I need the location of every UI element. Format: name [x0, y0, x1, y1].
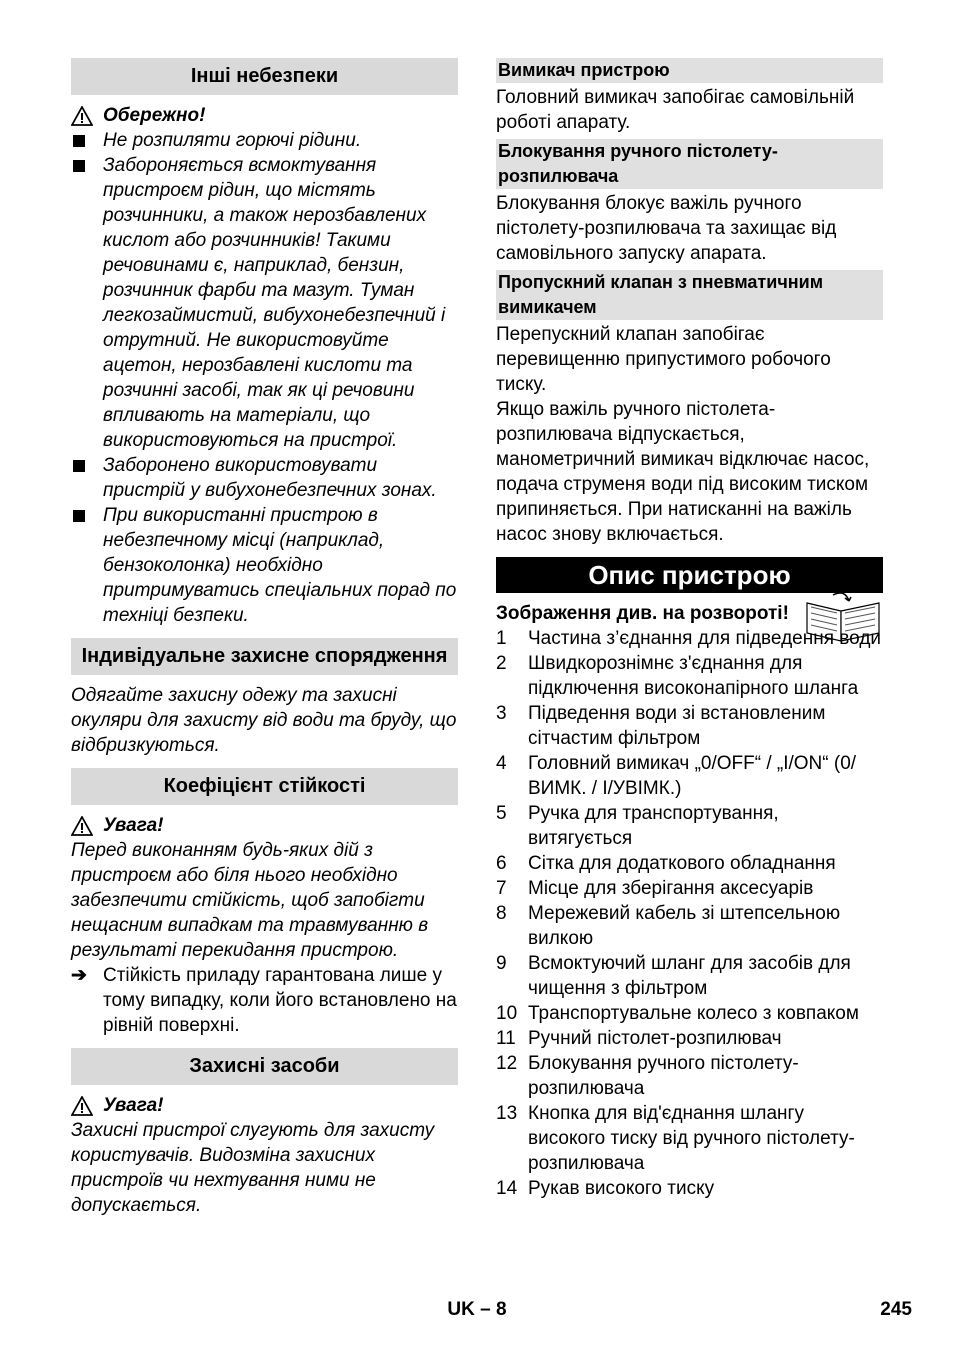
list-item: Не розпиляти горючі рідини.	[71, 128, 458, 153]
list-item: 12 Блокування ручного пістолету-розпилювача	[496, 1053, 799, 1099]
section-title-device-description: Опис пристрою	[496, 557, 883, 593]
list-item: 3 Підведення води зі встановленим сітчастим фільтром	[496, 703, 826, 749]
right-column	[496, 58, 883, 1201]
list-item: Забороняється всмоктування пристроєм рідин, що містять розчинники, а також нерозбавлених кислот або розчинників! Такими речовинами є, наприклад, бензин, розчинник фарби та мазут. Туман легкозаймистий, вибухонебезпечний і отрутний. Не використовуйте ацетон, нерозбавлені кислоти та розчинні засобі, так як ці речовини впливають на матеріали, що використовуються на пристрої.	[71, 153, 458, 453]
image-note-text: Зображення див. на розвороті!	[496, 603, 789, 624]
image-note	[496, 601, 883, 626]
footer-section-label: UK – 8	[447, 1299, 507, 1320]
left-column	[71, 58, 458, 1218]
list-item: 10 Транспортувальне колесо з ковпаком	[496, 1003, 859, 1024]
list-item: 2 Швидкорознімнє з'єднання для підключення високонапірного шланга	[496, 653, 859, 699]
list-item: 8 Мережевий кабель зі штепсельною вилкою	[496, 903, 841, 949]
valve-text-1: Перепускний клапан запобігає перевищенню припустимого робочого тиску.	[496, 324, 831, 395]
section-heading-ppe: Індивідуальне захисне спорядження	[71, 638, 458, 675]
warning-attention	[71, 813, 458, 838]
page-number: 245	[880, 1299, 912, 1320]
warning-attention	[71, 1093, 458, 1118]
list-item: 11 Ручний пістолет-розпилювач	[496, 1028, 782, 1049]
safety-devices-text: Захисні пристрої слугують для захисту користувачів. Видозміна захисних пристроїв чи нехтування ними не допускається.	[71, 1120, 435, 1216]
bullet-square-icon	[73, 135, 85, 147]
parts-list	[496, 626, 883, 1201]
switch-text: Головний вимикач запобігає самовільній роботі апарату.	[496, 87, 855, 133]
warning-label: Увага!	[103, 1095, 164, 1116]
section-heading-other-hazards: Інші небезпеки	[71, 58, 458, 95]
ppe-text: Одягайте захисну одежу та захисні окуляри для захисту від води та бруду, що відбризкуються.	[71, 685, 457, 756]
list-item: 14 Рукав високого тиску	[496, 1178, 715, 1199]
bullet-square-icon	[73, 510, 85, 522]
stability-text: Перед виконанням будь-яких дій з пристроєм або біля нього необхідно забезпечити стійкість, щоб запобігти нещасним випадкам та травмуванню в результаті перекидання пристрою.	[71, 840, 429, 961]
lock-text: Блокування блокує важіль ручного пістолету-розпилювача та захищає від самовільного запуску апарата.	[496, 193, 837, 264]
bullet-square-icon	[73, 160, 85, 172]
section-heading-stability: Коефіцієнт стійкості	[71, 768, 458, 805]
list-item: При використанні пристрою в небезпечному місці (наприклад, бензоколонка) необхідно притримуватись спеціальних порад по техніці безпеки.	[71, 503, 458, 628]
subheading-bypass-valve: Пропускний клапан з пневматичним вимикачем	[496, 270, 883, 320]
warning-label: Обережно!	[103, 105, 206, 126]
section-heading-safety-devices: Захисні засоби	[71, 1048, 458, 1085]
list-item: 7 Місце для зберігання аксесуарів	[496, 878, 814, 899]
arrow-right-icon: ➔	[71, 965, 87, 986]
stability-note: ➔ Стійкість приладу гарантована лише у тому випадку, коли його встановлено на рівній поверхні.	[71, 965, 457, 1036]
warning-caution	[71, 103, 458, 128]
list-item: Заборонено використовувати пристрій у вибухонебезпечних зонах.	[71, 453, 458, 503]
warning-triangle-icon	[71, 816, 93, 836]
bullet-square-icon	[73, 460, 85, 472]
warning-triangle-icon	[71, 1096, 93, 1116]
list-item: 1 Частина з’єднання для підведення води	[496, 628, 882, 649]
hazards-list	[71, 128, 458, 628]
warning-label: Увага!	[103, 815, 164, 836]
warning-triangle-icon	[71, 106, 93, 126]
list-item: 9 Всмоктуючий шланг для засобів для чищення з фільтром	[496, 953, 851, 999]
valve-text-2: Якщо важіль ручного пістолета-розпилювача відпускається, манометричний вимикач відключає насос, подача струменя води під високим тиском припиняється. При натисканні на важіль насос знову включається.	[496, 399, 870, 545]
subheading-gun-lock: Блокування ручного пістолету-розпилювача	[496, 139, 883, 189]
list-item: 5 Ручка для транспортування, витягується	[496, 803, 779, 849]
list-item: 13 Кнопка для від'єднання шлангу високого тиску від ручного пістолету-розпилювача	[496, 1103, 855, 1174]
list-item: 4 Головний вимикач „0/OFF“ / „I/ON“ (0/ВИМК. / I/УВІМК.)	[496, 753, 857, 799]
subheading-device-switch: Вимикач пристрою	[496, 58, 883, 83]
list-item: 6 Сітка для додаткового обладнання	[496, 853, 836, 874]
